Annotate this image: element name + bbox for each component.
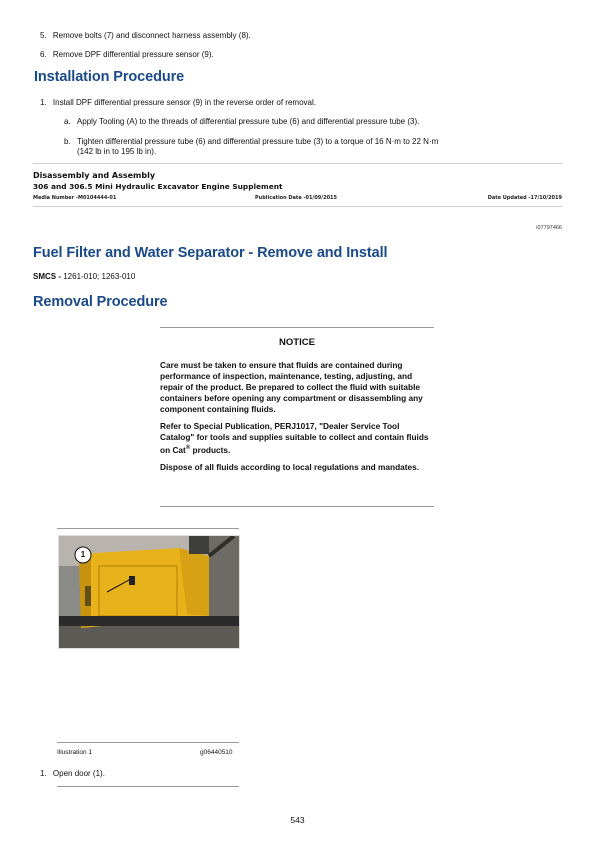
main-heading: Fuel Filter and Water Separator - Remove and Install bbox=[33, 245, 388, 261]
document-id: i07797466 bbox=[536, 225, 562, 231]
registered-mark: ® bbox=[185, 445, 191, 451]
step-5 bbox=[40, 31, 251, 41]
install-substep-b bbox=[64, 137, 438, 147]
notice-body bbox=[160, 360, 432, 479]
install-step-1 bbox=[40, 98, 316, 108]
doc-title: 306 and 306.5 Mini Hydraulic Excavator Engine Supplement bbox=[33, 182, 283, 191]
step-bottom-rule bbox=[57, 786, 239, 787]
substep-letter: b. bbox=[64, 137, 71, 146]
smcs-codes: 1261-010; 1263-010 bbox=[63, 272, 136, 281]
notice-paragraph-1: Care must be taken to ensure that fluids are contained during performance of inspection, maintenance, testing, adjusting, and repair of the product. Be prepared to collect the fluid with suitable containers before opening any compartment or disassembling any component containing fluids. bbox=[160, 360, 423, 414]
substep-letter: a. bbox=[64, 117, 71, 126]
smcs-label: SMCS - bbox=[33, 272, 61, 281]
notice-p2-end: products. bbox=[190, 444, 231, 455]
section-title: Disassembly and Assembly bbox=[33, 171, 156, 180]
notice-paragraph-2 bbox=[160, 421, 432, 456]
caption-top-rule bbox=[57, 742, 239, 743]
illustration-top-rule bbox=[57, 528, 239, 529]
date-updated: Date Updated -17/10/2019 bbox=[487, 195, 562, 201]
publication-date: Publication Date -01/09/2015 bbox=[255, 195, 338, 201]
notice-top-rule bbox=[160, 327, 434, 328]
step-number: 1. bbox=[40, 769, 47, 778]
smcs-line bbox=[33, 272, 135, 281]
notice-paragraph-3: Dispose of all fluids according to local regulations and mandates. bbox=[160, 461, 420, 472]
substep-text-line2: (142 lb in to 195 lb in). bbox=[77, 147, 157, 156]
page-number: 543 bbox=[290, 815, 305, 825]
substep-text: Apply Tooling (A) to the threads of differential pressure tube (6) and differential pressure tube (3). bbox=[76, 117, 420, 126]
substep-text-line1: Tighten differential pressure tube (6) and differential pressure tube (3) to a torque of 16 N·m to 22 N·m bbox=[76, 137, 439, 146]
callout-1: 1 bbox=[80, 550, 86, 559]
header-divider bbox=[33, 163, 562, 164]
notice-bottom-rule bbox=[160, 506, 434, 507]
media-number: Media Number -M0104444-01 bbox=[33, 195, 117, 201]
removal-heading: Removal Procedure bbox=[33, 294, 168, 310]
step-text: Open door (1). bbox=[52, 769, 105, 778]
header-divider-bottom bbox=[33, 206, 562, 207]
step-number: 6. bbox=[40, 50, 47, 59]
notice-title: NOTICE bbox=[279, 337, 315, 348]
step-text: Install DPF differential pressure sensor (9) in the reverse order of removal. bbox=[52, 98, 316, 107]
notice-p2-text: Refer to Special Publication, PERJ1017, "Dealer Service Tool Catalog" for tools and supplies suitable to collect and contain fluids on Cat bbox=[160, 421, 429, 455]
step-number: 5. bbox=[40, 31, 47, 40]
illustration-photo bbox=[58, 535, 240, 649]
step-6 bbox=[40, 50, 214, 60]
step-text: Remove DPF differential pressure sensor (9). bbox=[52, 50, 214, 59]
step-text: Remove bolts (7) and disconnect harness assembly (8). bbox=[52, 31, 251, 40]
illustration-caption: Illustration 1 bbox=[57, 749, 93, 756]
install-substep-a bbox=[64, 117, 419, 127]
removal-step-1 bbox=[40, 769, 105, 779]
step-number: 1. bbox=[40, 98, 47, 107]
installation-heading: Installation Procedure bbox=[34, 69, 185, 85]
illustration-code: g06440510 bbox=[200, 749, 233, 756]
